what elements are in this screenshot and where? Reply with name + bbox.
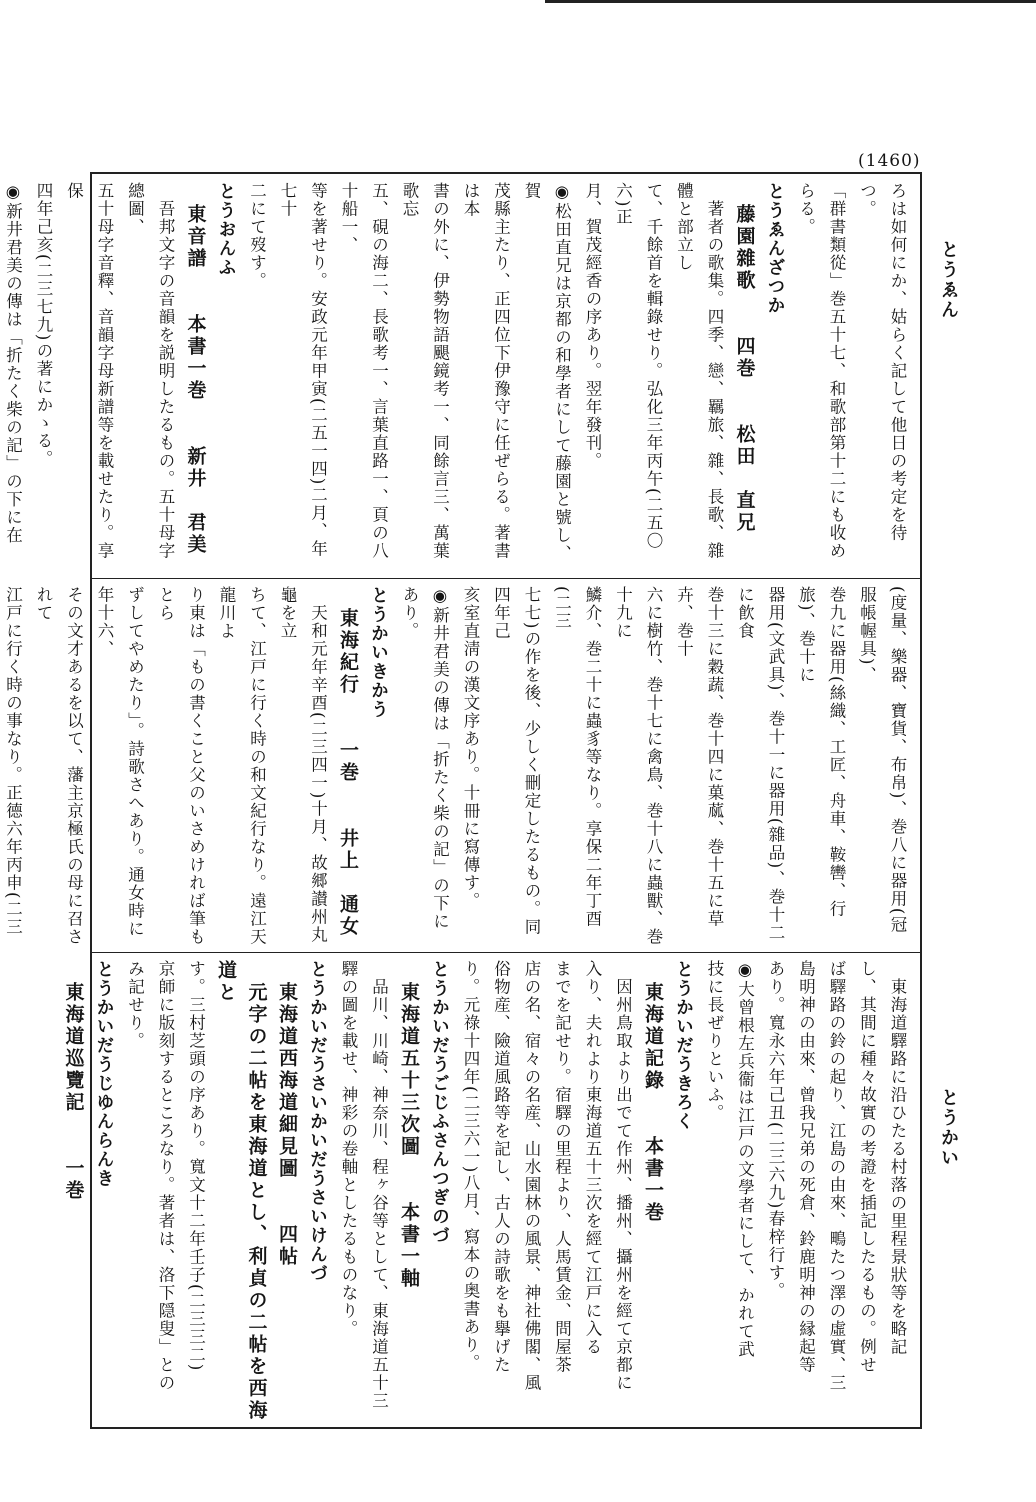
text-line: 江戸に行く時の事なり。正德六年丙申(二三 xyxy=(3,586,23,936)
text-line: とうゑんざつか xyxy=(765,182,785,315)
text-line: 店の名、宿々の名産、山水園林の風景、神社佛閣、風 xyxy=(522,960,541,1392)
text-line: 東海道西海道細見圖 四帖 xyxy=(276,960,298,1268)
tier-divider-2 xyxy=(90,952,922,953)
running-head-tier1: とうゑん xyxy=(938,240,959,320)
text-line: 天和元年辛酉(二三四一)十月、故郷讃州丸龜を立 xyxy=(278,586,328,944)
text-line: 月、賀茂經香の序あり。翌年發刊。 xyxy=(583,182,602,470)
text-line: 東海道驛路に沿ひたる村落の里程景狀等を略記 xyxy=(888,960,907,1356)
text-line: 技に長ぜりといふ。 xyxy=(705,960,724,1122)
text-line: す。三村芝頭の序あり。寬文十二年壬子(二三三二) xyxy=(186,960,206,1372)
text-line: 五、硯の海二、長歌考一、言葉直路一、頁の八十船一、 xyxy=(339,182,389,560)
text-line: ずしてやめたり」。詩歌さへあり。通女時に年十六、 xyxy=(95,586,145,938)
text-line: 茂縣主たり、正四位下伊豫守に任ぜらる。著書は本 xyxy=(461,182,511,560)
text-line: 「群書類從」巻五十七、和歌部第十二にも收めらる。 xyxy=(796,182,846,560)
text-line: ◉新井君美の傳は「折たく柴の記」の下に在 xyxy=(3,182,23,545)
text-line: み記せり。 xyxy=(125,960,145,1050)
text-line: 等を著せり。安政元年甲寅(二五一四)二月、年七十 xyxy=(278,182,328,558)
text-line: 鱗介、巻二十に蟲豸等なり。享保二年丁酉(二三 xyxy=(552,586,602,928)
text-line: あり。寬永六年己丑(二三六九)春梓行す。 xyxy=(766,960,785,1300)
text-line: 東海道記錄 本書一巻 xyxy=(642,960,664,1224)
text-line: 元字の二帖を東海道とし、利貞の二帖を西海道と xyxy=(215,960,268,1422)
tier-3-text xyxy=(58,960,912,1422)
text-line: とうかいだうじゆんらんき xyxy=(94,960,114,1188)
text-line: 驛の圖を載せ、神彩の卷軸としたるものなり。 xyxy=(339,960,358,1338)
text-line: 四年己亥(二三七九)の著にかゝる。 xyxy=(34,182,53,468)
text-line: 吾邦文字の音韻を説明したるもの。五十母字總圖、 xyxy=(125,182,175,560)
text-line: ◉松田直兄は京都の和學者にして藤園と號し、賀 xyxy=(522,182,572,563)
page-number: (1460) xyxy=(858,151,921,171)
text-line: とうかいだうさいかいだうさいけんづ xyxy=(307,960,328,1283)
text-line: ろは如何にか、姑らく記して他日の考定を待つ。 xyxy=(857,182,907,542)
text-line: 因州鳥取より出でて作州、播州、攝州を經て京都に xyxy=(613,960,633,1392)
text-line: 東海道巡覽記 一巻 xyxy=(62,960,85,1202)
text-line: 京師に版刻するところなり。著者は、洛下隠叟」との xyxy=(156,960,175,1392)
text-line: とうかいだうごじふさんつぎのづ xyxy=(429,960,450,1245)
text-line: て、千餘首を輯錄せり。弘化三年丙午(二五〇六)正 xyxy=(613,182,663,550)
text-line: 七七)の作を後、少しく刪定したるもの。同四年己 xyxy=(491,586,541,936)
text-line: し、其間に種々故實の考證を插記したるもの。例せ xyxy=(857,960,877,1374)
text-line: 品川、川崎、神奈川、程ヶ谷等として、東海道五十三 xyxy=(369,960,389,1410)
running-head-tier3: とうかい xyxy=(938,1088,959,1168)
tier-2 xyxy=(3,586,912,946)
text-line: とうおんふ xyxy=(216,182,236,277)
tier-1 xyxy=(3,182,912,572)
text-line: 島明神の由來、曾我兄弟の死倉、鈴鹿明神の縁起等 xyxy=(796,960,816,1374)
text-line: 藤園雜歌 四巻 松田 直兄 xyxy=(733,182,756,534)
text-line: り。元祿十四年(二三六一)八月、寫本の奥書あり。 xyxy=(461,960,480,1372)
text-line: 器用(文武具)、巻十一に器用(雜品)、巻十二に飮食 xyxy=(735,586,785,942)
tier-3 xyxy=(62,960,912,1422)
text-line: 東音譜 本書一巻 新井 君美 xyxy=(184,182,207,556)
text-line: り東は「もの書くこと父のいさめければ筆もとら xyxy=(156,586,206,946)
text-line: その文才あるを以て、藩主京極氏の母に召されて xyxy=(34,586,84,946)
tier-2-text xyxy=(0,586,912,946)
text-line: 巻九に器用(絲織、工匠、舟車、鞍轡、行旅)、巻十に xyxy=(796,586,846,918)
text-line: 俗物産、險道風路等を記し、古人の詩歌をも擧げた xyxy=(491,960,511,1374)
text-line: とうかいだうきろく xyxy=(673,960,694,1131)
text-line: 六に樹竹、巻十七に禽鳥、巻十八に蟲獸、巻十九に xyxy=(613,586,663,946)
text-line: 五十母字音釋、音韻字母新譜等を載せたり。享保 xyxy=(64,182,114,560)
text-line: ちて、江戸に行く時の和文紀行なり。遠江天龍川よ xyxy=(217,586,267,946)
text-line: 東海道五十三次圖 本書一軸 xyxy=(398,960,420,1290)
text-line: 二にて歿す。 xyxy=(247,182,267,290)
text-line: 東海紀行 一巻 井上 通女 xyxy=(337,586,359,938)
text-line: (度量、樂器、寶貨、布帛)、巻八に器用(冠服帳幄具)、 xyxy=(857,586,907,934)
top-edge-line xyxy=(545,0,1036,3)
text-line: ば驛路の鈴の起り、江島の由來、鴫たつ澤の虛實、三 xyxy=(827,960,846,1392)
text-line: 書の外に、伊勢物語颶鏡考一、同餘言三、萬葉歌忘 xyxy=(400,182,450,560)
text-line: ◉新井君美の傳は「折たく柴の記」の下にあり。 xyxy=(400,586,450,931)
tier-divider-1 xyxy=(90,578,922,579)
text-line: 入り、夫れより東海道五十三次を經て江戸に入る xyxy=(583,960,602,1356)
text-line: ◉大曾根左兵衞は江戸の文學者にして、かれて武 xyxy=(735,960,755,1359)
text-line: 亥室直淸の漢文序あり。十冊に寫傳す。 xyxy=(461,586,480,910)
text-line: 巻十三に穀蔬、巻十四に菓蓏、巻十五に草卉、巻十 xyxy=(674,586,724,928)
text-line: 著者の歌集。四季、戀、羈旅、雜、長歌、雜體と部立し xyxy=(674,182,724,560)
text-line: までを記せり。宿驛の里程より、人馬賃金、問屋茶 xyxy=(552,960,572,1374)
text-line: とうかいきかう xyxy=(368,586,389,719)
tier-1-text xyxy=(0,182,912,572)
